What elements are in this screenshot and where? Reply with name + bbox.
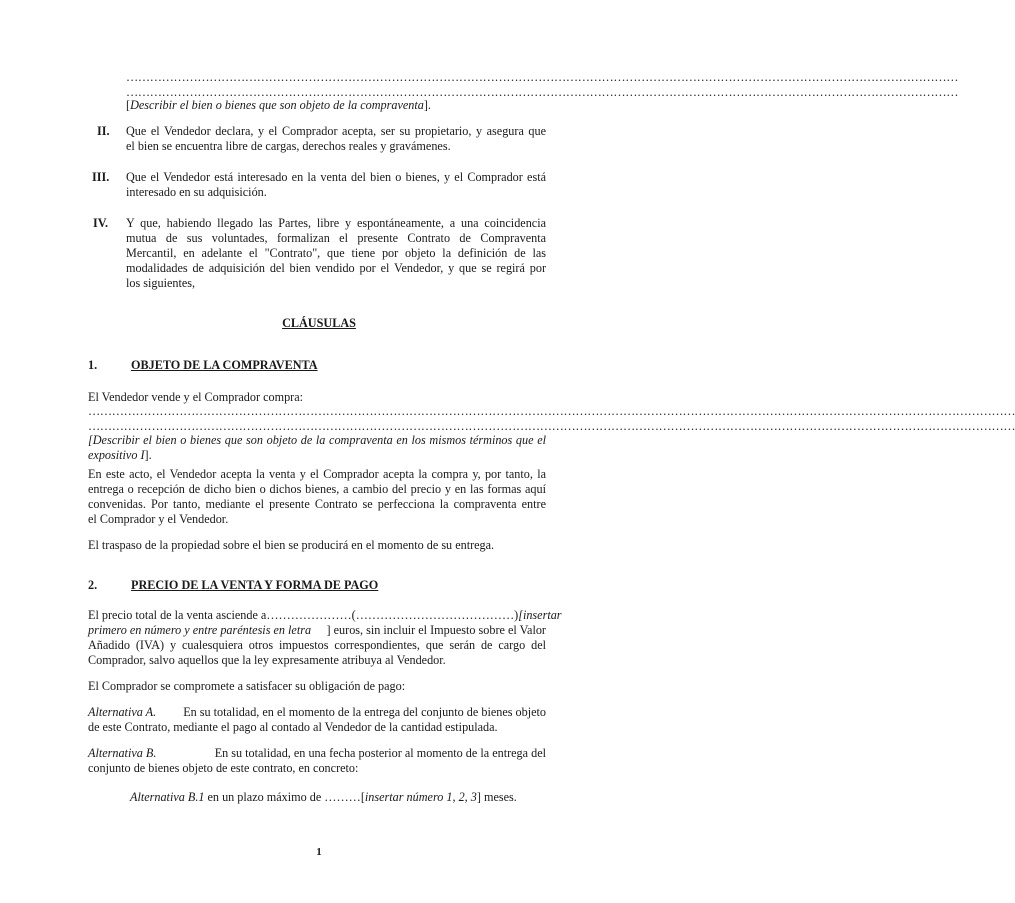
price-line: Añadido (IVA) y cualesquiera otros impuestos correspondientes, que serán de cargo del <box>88 638 546 652</box>
recital-text-line: interesado en su adquisición. <box>126 185 267 199</box>
describe-instruction: [Describir el bien o bienes que son objeto de la compraventa]. <box>126 98 431 112</box>
paragraph-line: el Comprador y el Vendedor. <box>88 512 229 526</box>
paragraph-line: El Vendedor vende y el Comprador compra: <box>88 390 304 404</box>
blank-fill-line: ……………………………………………………………………………………………………………………………………………………………………………………………………………… <box>88 419 1015 433</box>
price-line: El precio total de la venta asciende a ………………… (…………………………………) [insertar <box>88 608 562 622</box>
paragraph-line: convenidas. Por tanto, mediante el presente Contrato se perfecciona la compraventa entre <box>88 497 546 511</box>
recital-text-line: el bien se encuentra libre de cargas, derechos reales y gravámenes. <box>126 139 451 153</box>
recital-number: II. <box>97 124 110 138</box>
blank-fill-line: ………………………………………………………………………………………………………………………………………………………………………………………… <box>126 70 959 84</box>
alternative-b-line: Alternativa B. En su totalidad, en una fecha posterior al momento de la entrega del <box>88 746 546 760</box>
alternative-a-line: de este Contrato, mediante el pago al contado al Vendedor de la cantidad estipulada. <box>88 720 498 734</box>
recital-text-line: mutua de sus voluntades, formalizan el presente Contrato de Compraventa <box>126 231 546 245</box>
recital-text-line: modalidades de adquisición del bien vendido por el Vendedor, y que se regirá por <box>126 261 546 275</box>
alternative-b-line: conjunto de bienes objeto de este contrato, en concreto: <box>88 761 359 775</box>
paragraph-line: En este acto, el Vendedor acepta la venta y el Comprador acepta la compra y, por tanto, la <box>88 467 546 481</box>
paragraph-line: entrega o recepción de dicho bien o dichos bienes, a cambio del precio y en las formas aquí <box>88 482 546 496</box>
describe-instruction: expositivo I]. <box>88 448 152 462</box>
recital-number: III. <box>92 170 110 184</box>
section-number: 2. <box>88 578 98 592</box>
blank-fill-line: ……………………………………………………………………………………………………………………………………………………………………………………………………………… <box>88 404 1015 418</box>
section-title: PRECIO DE LA VENTA Y FORMA DE PAGO <box>131 578 379 592</box>
clausulas-title: CLÁUSULAS <box>282 316 356 330</box>
price-line: primero en número y entre paréntesis en letra ] euros, sin incluir el Impuesto sobre el Valor <box>88 623 546 637</box>
alternative-b1-line: Alternativa B.1 en un plazo máximo de ………[insertar número 1, 2, 3] meses. <box>130 790 517 804</box>
recital-text-line: Que el Vendedor declara, y el Comprador acepta, ser su propietario, y asegura que <box>126 124 546 138</box>
paragraph-line: El traspaso de la propiedad sobre el bien se producirá en el momento de su entrega. <box>88 538 495 552</box>
price-line: Comprador, salvo aquellos que la ley expresamente atribuya al Vendedor. <box>88 653 446 667</box>
recital-text-line: los siguientes, <box>126 276 196 290</box>
blank-fill-line: ………………………………………………………………………………………………………………………………………………………………………………………… <box>126 85 959 99</box>
recital-number: IV. <box>93 216 109 230</box>
section-number: 1. <box>88 358 98 372</box>
section-title: OBJETO DE LA COMPRAVENTA <box>131 358 318 372</box>
recital-text-line: Y que, habiendo llegado las Partes, libre y espontáneamente, a una coincidencia <box>126 216 546 230</box>
recital-text-line: Que el Vendedor está interesado en la venta del bien o bienes, y el Comprador está <box>126 170 546 184</box>
page-number: 1 <box>316 846 322 858</box>
paragraph-line: El Comprador se compromete a satisfacer su obligación de pago: <box>88 679 406 693</box>
describe-instruction: [Describir el bien o bienes que son objeto de la compraventa en los mismos términos que el <box>88 433 546 447</box>
recital-text-line: Mercantil, en adelante el "Contrato", que tiene por objeto la definición de las <box>126 246 546 260</box>
alternative-a-line: Alternativa A. En su totalidad, en el momento de la entrega del conjunto de bienes objeto <box>88 705 546 719</box>
